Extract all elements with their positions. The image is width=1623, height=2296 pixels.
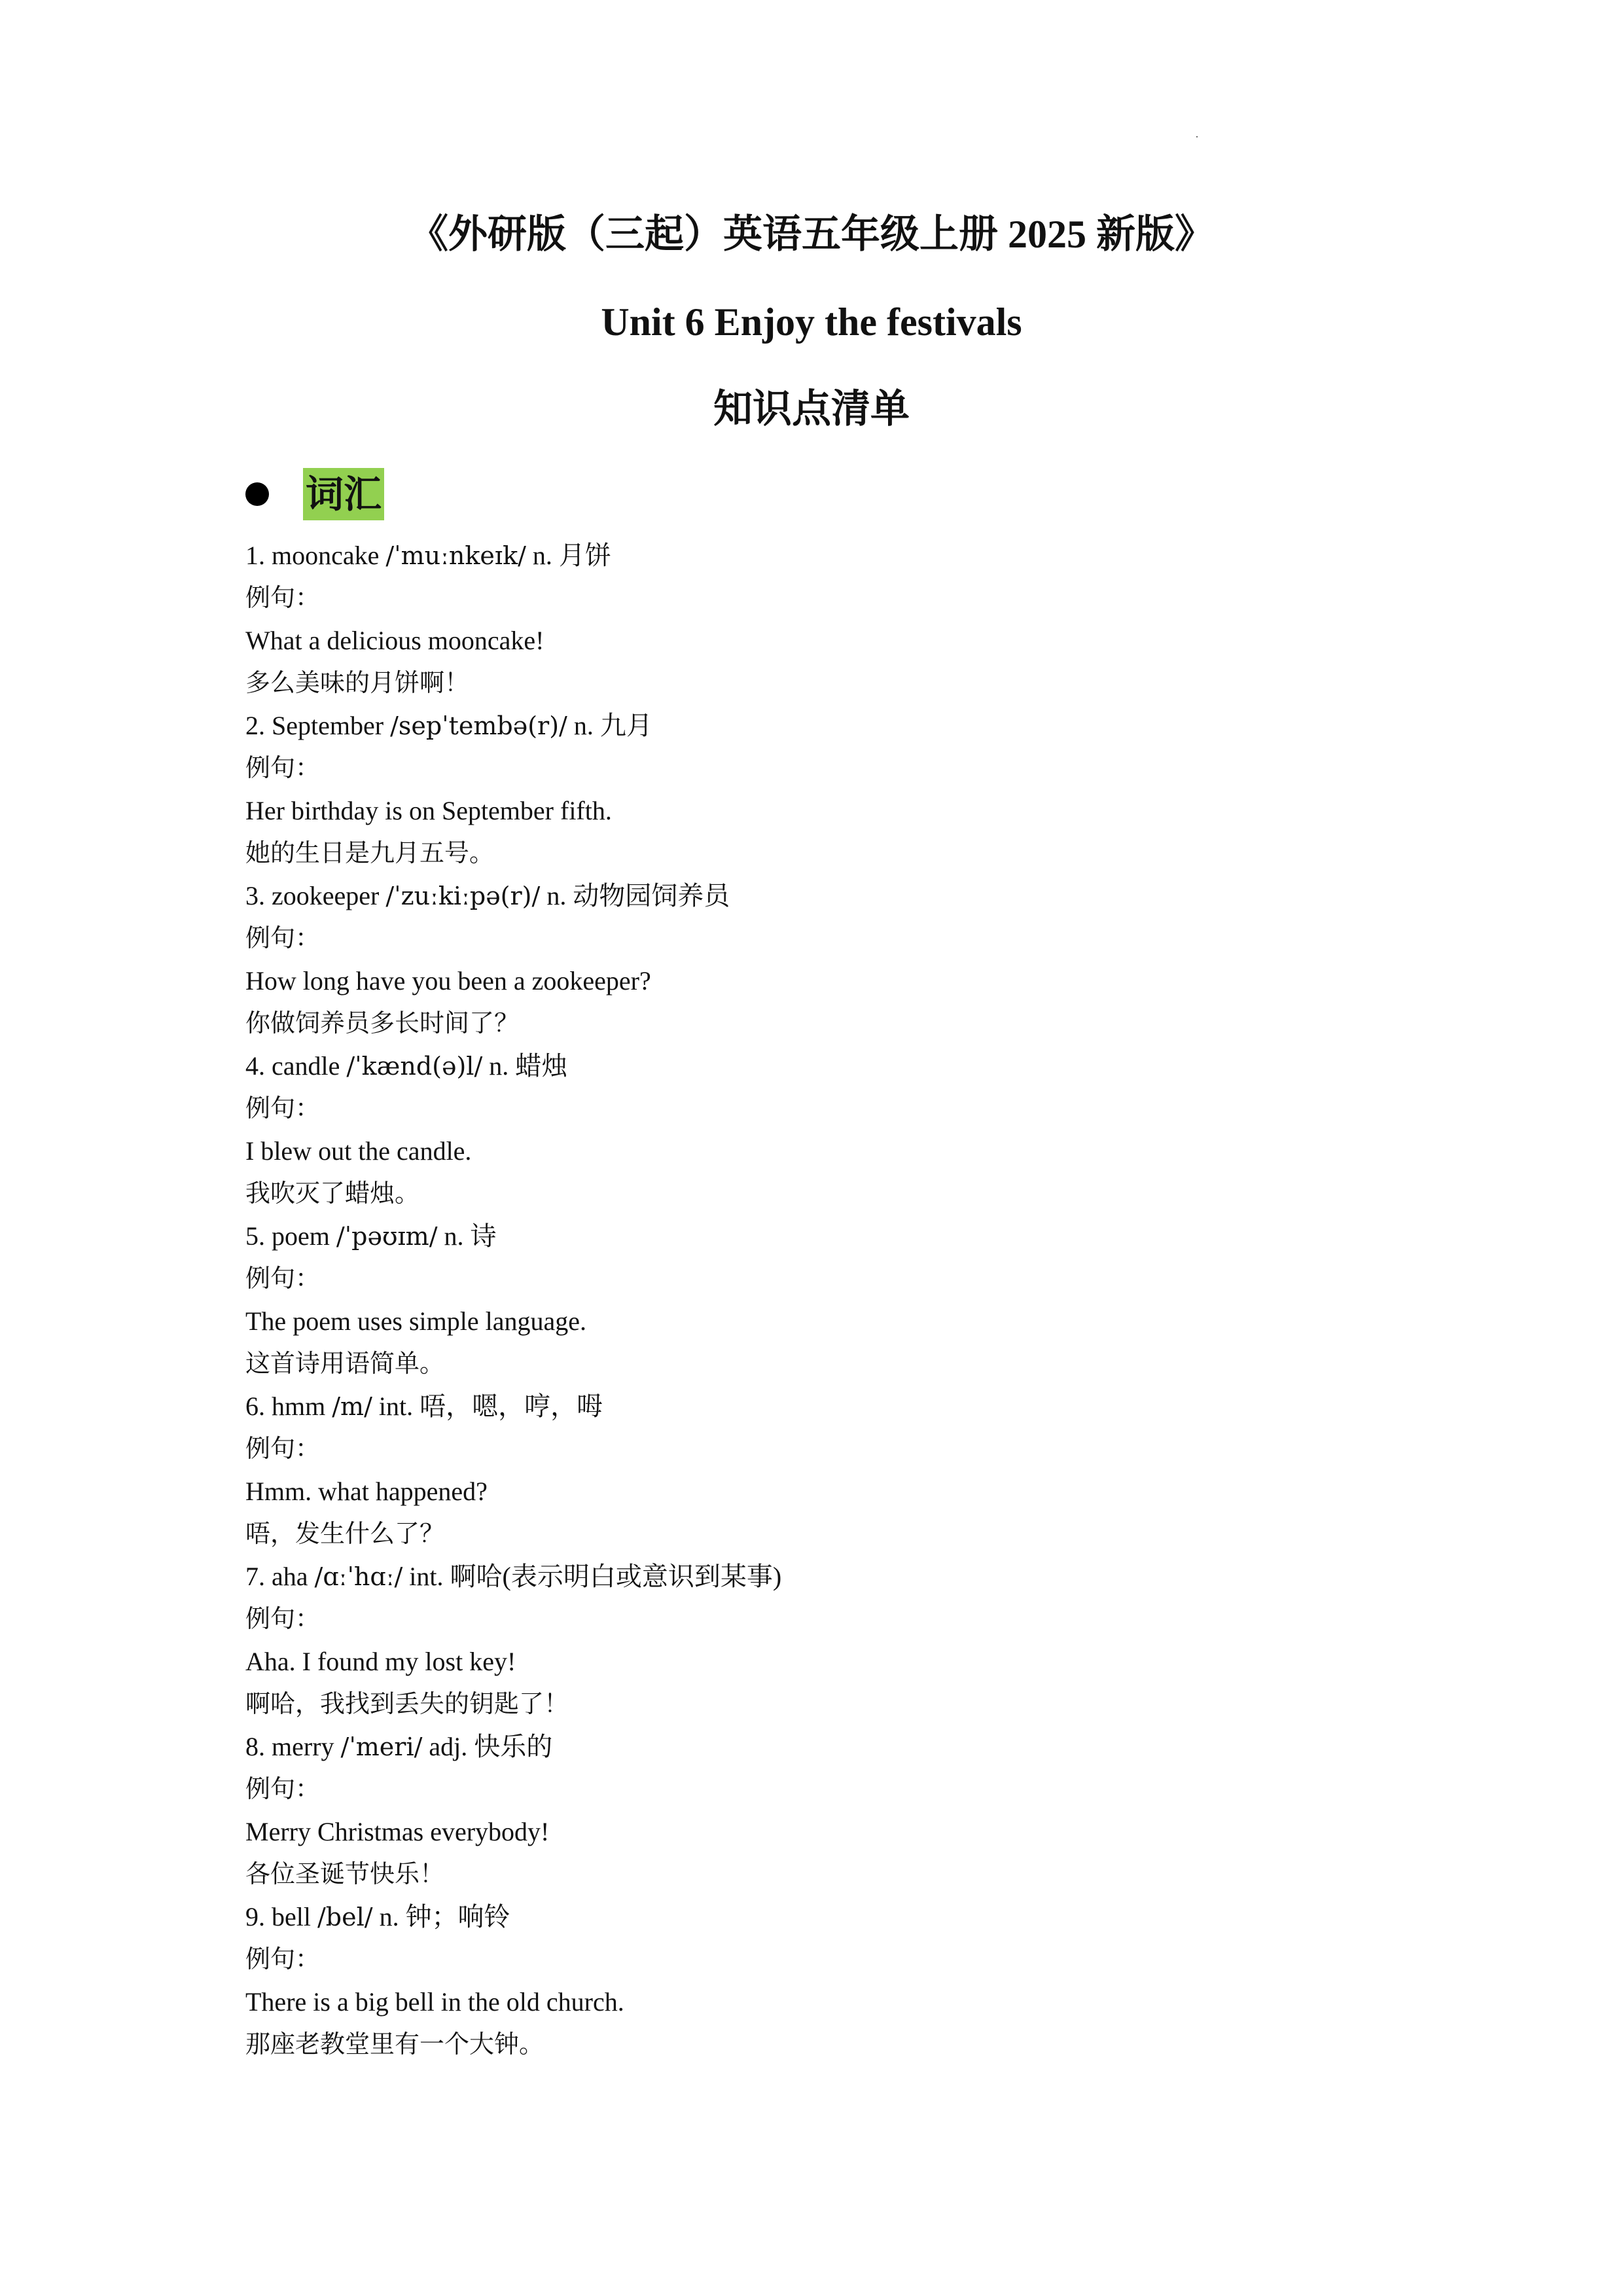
- filled-circle-bullet-icon: [245, 482, 269, 506]
- example-label: 例句：: [245, 1094, 321, 1122]
- vocab-item: [245, 1555, 1397, 1725]
- example-sentence-cn: 啊哈，我找到丢失的钥匙了！: [245, 1689, 569, 1718]
- vocab-entry: [245, 704, 1397, 747]
- example-sentence-cn: 这首诗用语简单。: [245, 1349, 445, 1378]
- vocab-entry: [245, 1725, 1397, 1768]
- vocab-phonetic: /ˈmeri/: [340, 1732, 423, 1761]
- corner-mark: ·: [1195, 130, 1199, 143]
- vocab-definition: n. 诗: [437, 1221, 497, 1251]
- example-sentence-en: Merry Christmas everybody!: [245, 1817, 550, 1846]
- example-label: 例句：: [245, 1604, 321, 1633]
- vocab-phonetic: /ˈzuːkiːpə(r)/: [385, 882, 541, 910]
- vocab-entry: [245, 874, 1397, 917]
- vocab-word: 9. bell: [245, 1902, 317, 1931]
- example-label: 例句：: [245, 1434, 321, 1463]
- example-sentence-en: Aha. I found my lost key!: [245, 1647, 516, 1676]
- vocab-entry: [245, 1045, 1397, 1087]
- vocab-item: [245, 1045, 1397, 1215]
- vocab-phonetic: /ˈpəʊɪm/: [336, 1222, 438, 1251]
- example-sentence-cn: 她的生日是九月五号。: [245, 838, 495, 867]
- vocab-word: 2. September: [245, 711, 391, 740]
- unit-title: Unit 6 Enjoy the festivals: [601, 300, 1022, 344]
- example-sentence-cn: 我吹灭了蜡烛。: [245, 1179, 420, 1208]
- vocab-definition: adj. 快乐的: [422, 1732, 553, 1761]
- vocab-definition: n. 钟；响铃: [372, 1902, 510, 1931]
- example-sentence-en: Hmm. what happened?: [245, 1477, 488, 1506]
- example-sentence-cn: 多么美味的月饼啊！: [245, 668, 470, 697]
- vocab-entry: [245, 534, 1397, 577]
- vocab-item: [245, 704, 1397, 874]
- vocab-item: [245, 874, 1397, 1045]
- example-label: 例句：: [245, 1945, 321, 1973]
- vocab-section-header: [245, 465, 384, 524]
- vocab-word: 3. zookeeper: [245, 881, 386, 910]
- vocab-item: [245, 1725, 1397, 1895]
- example-sentence-cn: 各位圣诞节快乐！: [245, 1859, 445, 1888]
- vocab-word: 1. mooncake: [245, 541, 386, 570]
- vocab-phonetic: /ˈkænd(ə)l/: [346, 1052, 483, 1081]
- example-label: 例句：: [245, 1264, 321, 1293]
- vocab-item: [245, 1385, 1397, 1555]
- example-label: 例句：: [245, 583, 321, 612]
- vocab-definition: int. 啊哈(表示明白或意识到某事): [402, 1562, 782, 1591]
- vocab-phonetic: /sepˈtembə(r)/: [390, 711, 567, 740]
- vocab-item: [245, 534, 1397, 704]
- vocab-word: 7. aha: [245, 1562, 315, 1591]
- vocab-item: [245, 1215, 1397, 1385]
- vocab-item: [245, 1895, 1397, 2066]
- vocab-entry: [245, 1895, 1397, 1938]
- section-label: 词汇: [303, 468, 384, 520]
- vocab-list: [245, 534, 1397, 2066]
- vocab-definition: n. 蜡烛: [482, 1051, 568, 1081]
- vocab-phonetic: /m/: [332, 1392, 372, 1421]
- vocab-definition: n. 九月: [567, 711, 652, 740]
- vocab-definition: int. 唔，嗯，哼，呣: [372, 1391, 603, 1421]
- vocab-entry: [245, 1385, 1397, 1427]
- vocab-phonetic: /ɑːˈhɑː/: [314, 1562, 403, 1591]
- example-sentence-cn: 那座老教堂里有一个大钟。: [245, 2030, 544, 2058]
- vocab-definition: n. 动物园饲养员: [540, 881, 730, 910]
- example-sentence-en: There is a big bell in the old church.: [245, 1987, 624, 2017]
- vocab-word: 4. candle: [245, 1051, 347, 1081]
- example-label: 例句：: [245, 753, 321, 782]
- vocab-definition: n. 月饼: [526, 541, 611, 570]
- example-sentence-cn: 唔，发生什么了？: [245, 1519, 445, 1548]
- document-subtitle: 知识点清单: [713, 387, 910, 431]
- example-label: 例句：: [245, 924, 321, 952]
- example-sentence-en: The poem uses simple language.: [245, 1306, 586, 1336]
- vocab-phonetic: /bel/: [317, 1903, 373, 1931]
- vocab-entry: [245, 1555, 1397, 1598]
- vocab-entry: [245, 1215, 1397, 1257]
- example-sentence-en: What a delicious mooncake!: [245, 626, 544, 655]
- example-sentence-cn: 你做饲养员多长时间了？: [245, 1009, 520, 1037]
- example-sentence-en: I blew out the candle.: [245, 1136, 472, 1166]
- vocab-word: 8. merry: [245, 1732, 341, 1761]
- vocab-word: 6. hmm: [245, 1391, 332, 1421]
- example-sentence-en: Her birthday is on September fifth.: [245, 796, 612, 825]
- example-label: 例句：: [245, 1774, 321, 1803]
- vocab-phonetic: /ˈmuːnkeɪk/: [385, 541, 526, 570]
- document-title: 《外研版（三起）英语五年级上册 2025 新版》: [409, 213, 1214, 256]
- example-sentence-en: How long have you been a zookeeper?: [245, 966, 651, 996]
- vocab-word: 5. poem: [245, 1221, 336, 1251]
